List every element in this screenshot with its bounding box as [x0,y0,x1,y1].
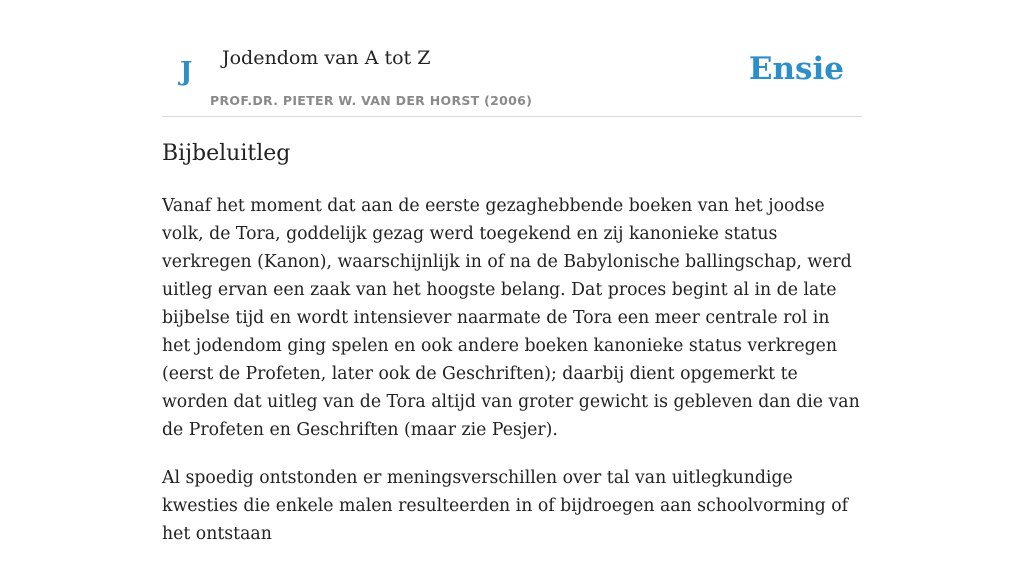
book-title[interactable]: Jodendom van A tot Z [222,47,431,69]
page [162,0,862,544]
author-line: PROF.DR. PIETER W. VAN DER HORST (2006) [210,93,533,108]
article-title: Bijbeluitleg [162,141,291,166]
ensie-logo[interactable]: Ensie [748,51,844,87]
header [162,0,862,117]
article-paragraph: Al spoedig ontstonden er meningsverschillen over tal van uitlegkundige kwesties die enkele malen resulteerden in of bijdroegen aan schoolvorming of het ontstaan [162,468,849,544]
book-letter-icon: J [180,57,193,87]
article-paragraph: Vanaf het moment dat aan de eerste gezaghebbende boeken van het joodse volk, de Tora, goddelijk gezag werd toegekend en zij kanonieke status verkregen (Kanon), waarschijnlijk in of na de Babylonische ballingschap, werd uitleg ervan een zaak van het hoogste belang. Dat proces begint al in de late bijbelse tijd en wordt intensiever naarmate de Tora een meer centrale rol in het jodendom ging spelen en ook andere boeken kanonieke status verkregen (eerst de Profeten, later ook de Geschriften); daarbij dient opgemerkt te worden dat uitleg van de Tora altijd van groter gewicht is gebleven dan die van de Profeten en Geschriften (maar zie Pesjer). [162,196,860,440]
article-body [162,192,862,568]
